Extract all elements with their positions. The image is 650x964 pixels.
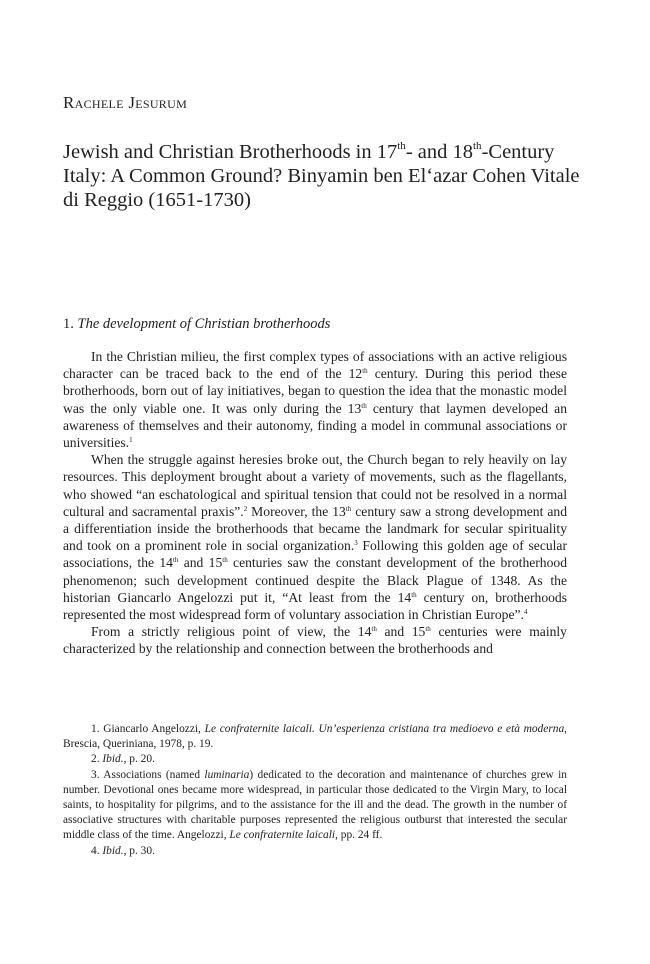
footnote bbox=[63, 722, 567, 752]
footnote bbox=[63, 844, 567, 859]
ordinal-superscript: th bbox=[371, 625, 377, 634]
ordinal-superscript: th bbox=[411, 590, 417, 599]
footnote-italic: Le confraternite laicali bbox=[229, 829, 336, 842]
title-text: Jewish and Christian Brotherhoods in 17 bbox=[63, 141, 398, 163]
title-superscript: th bbox=[473, 140, 482, 152]
footnote-italic: Le confraternite laicali. Un’esperienza cristiana tra medioevo e età moderna bbox=[204, 723, 565, 735]
ordinal-superscript: th bbox=[222, 556, 228, 565]
text-run: Moreover, the 13 bbox=[247, 503, 346, 519]
text-run: century saw a strong development and a differentiation inside the brotherhoods that became the landmark for secular spirituality and took on a prominent role in social organization. bbox=[63, 503, 567, 554]
body-text bbox=[63, 348, 567, 658]
footnote bbox=[63, 768, 567, 844]
article-title bbox=[63, 140, 583, 212]
ordinal-superscript: th bbox=[362, 367, 368, 376]
footnote-marker[interactable]: 3 bbox=[354, 539, 358, 548]
text-run: century on, brotherhoods represented the most widespread form of voluntary association in Christian Europe”. bbox=[63, 589, 567, 623]
section-number: 1. bbox=[63, 316, 78, 332]
ordinal-superscript: th bbox=[172, 556, 179, 565]
footnote-italic: luminaria bbox=[204, 768, 250, 781]
footnote-italic: Ibid. bbox=[102, 844, 124, 857]
footnote bbox=[63, 752, 567, 767]
title-text: di Reggio (1651-1730) bbox=[63, 189, 251, 211]
footnote-marker[interactable]: 1 bbox=[129, 436, 133, 445]
title-text: -Century bbox=[481, 141, 555, 163]
footnote-text: 4. bbox=[91, 844, 103, 857]
text-run: When the struggle against heresies broke out, the Church began to rely heavily on lay resources. This deployment brought about a variety of movements, such as the flagellants, who showed “an eschatological and spiritual tension that could not be resolved in a normal cultural and sacramental praxis”. bbox=[63, 452, 567, 519]
title-text: Italy: A Common Ground? Binyamin ben El‘azar Cohen Vitale bbox=[63, 165, 580, 187]
footnote-text: , Brescia, Queriniana, 1978, p. 19. bbox=[63, 723, 567, 751]
text-run: century that laymen developed an awareness of themselves and their autonomy, finding a model in communal associations or universities. bbox=[63, 400, 567, 451]
ordinal-superscript: th bbox=[425, 625, 431, 634]
section-title: The development of Christian brotherhoods bbox=[77, 316, 331, 332]
footnote-text: 1. Giancarlo Angelozzi, bbox=[91, 723, 205, 735]
title-text: - and 18 bbox=[405, 141, 473, 163]
paragraph bbox=[63, 623, 567, 657]
title-superscript: th bbox=[397, 140, 406, 152]
text-run: century. During this period these brotherhoods, born out of lay initiatives, began to question the idea that the monastic model was the only viable one. It was only during the 13 bbox=[63, 366, 567, 416]
section-heading bbox=[63, 316, 330, 333]
footnote-text: , p. 30. bbox=[123, 844, 155, 857]
paragraph bbox=[63, 348, 567, 451]
footnote-text: ) dedicated to the decoration and maintenance of churches grew in number. Devotional ones became more widespread, in particular those dedicated to the Virgin Mary, to local saints, to hospitality for pilgrims, and to the assistance for the ill and the dead. The growth in the number of associative structures with charitable purposes represented the religious outburst that interested the secular middle class of the time. Angelozzi, bbox=[63, 768, 568, 842]
footnote-text: 2. bbox=[91, 753, 103, 766]
ordinal-superscript: th bbox=[345, 504, 352, 513]
text-run: In the Christian milieu, the first complex types of associations with an active religious character can be traced back to the end of the 12 bbox=[63, 349, 567, 382]
paragraph bbox=[63, 451, 567, 623]
footnote-text: , pp. 24 ff. bbox=[335, 829, 383, 842]
footnotes bbox=[63, 722, 567, 859]
footnote-text: , p. 20. bbox=[123, 753, 155, 766]
text-run: From a strictly religious point of view, the 14 bbox=[91, 624, 372, 640]
text-run: centuries were mainly characterized by the relationship and connection between the brotherhoods and bbox=[63, 624, 567, 657]
text-run: and 15 bbox=[178, 555, 223, 571]
text-run: and 15 bbox=[376, 624, 426, 640]
footnote-italic: Ibid. bbox=[102, 753, 124, 766]
text-run: Following this golden age of secular associations, the 14 bbox=[63, 538, 567, 571]
footnote-text: 3. Associations (named bbox=[91, 768, 205, 781]
footnote-marker[interactable]: 2 bbox=[243, 504, 248, 513]
author-name: Rachele Jesurum bbox=[63, 93, 188, 112]
ordinal-superscript: th bbox=[361, 401, 367, 410]
text-run: centuries saw the constant development of the brotherhood phenomenon; such development continued despite the Black Plague of 1348. As the historian Giancarlo Angelozzi put it, “At least from the 14 bbox=[63, 555, 567, 605]
footnote-marker[interactable]: 4 bbox=[523, 608, 528, 617]
